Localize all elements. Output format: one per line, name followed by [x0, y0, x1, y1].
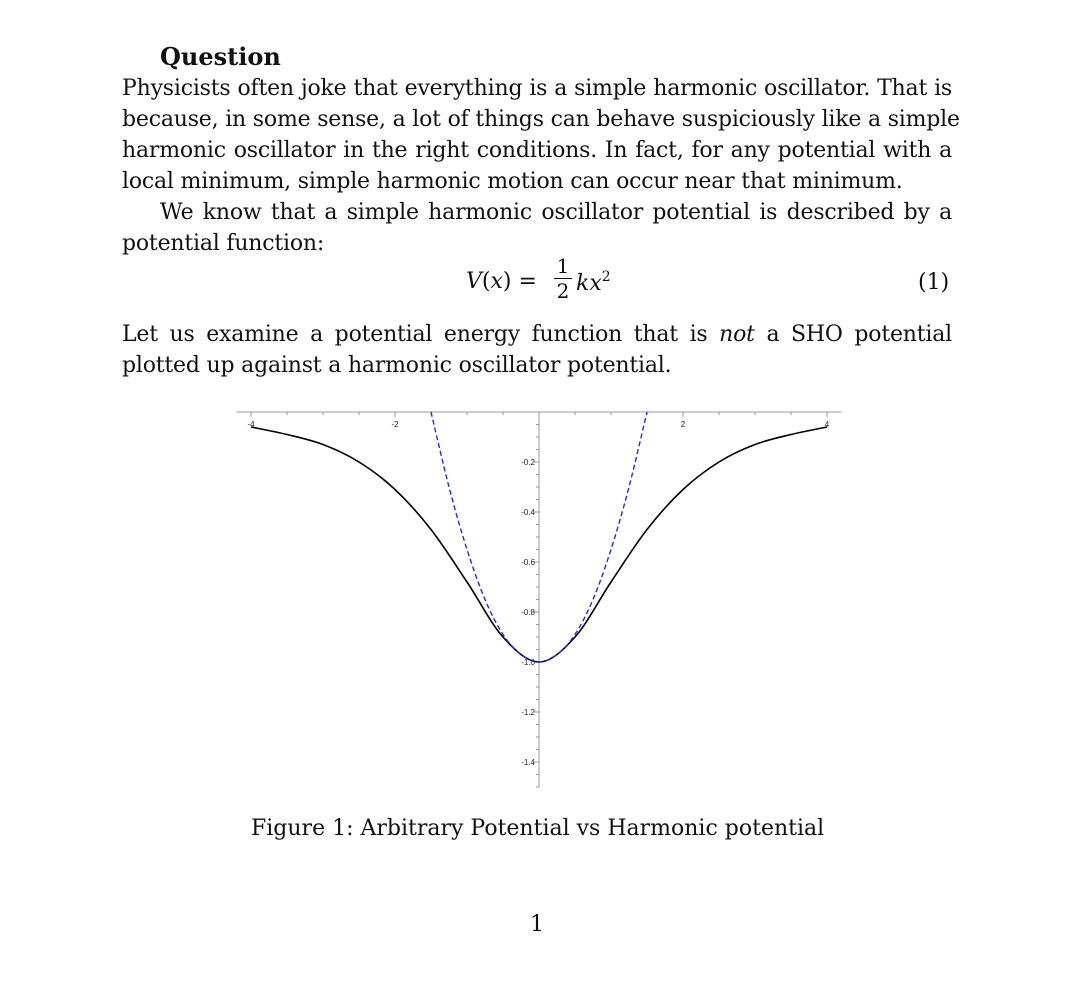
paragraph-line: Physicists often joke that everything is a simple harmonic oscillator. That is: [122, 76, 952, 101]
text-run: Let us examine a potential energy function that is: [122, 322, 708, 347]
paragraph-line: [122, 319, 952, 350]
y-tick-label: -0.2: [521, 458, 535, 467]
paragraph-line: We know that a simple harmonic oscillator potential is described by a: [160, 200, 952, 225]
x-tick-label: -2: [391, 420, 399, 429]
y-tick-label: -0.6: [521, 558, 535, 567]
x-tick-label: 4: [824, 420, 830, 429]
equation-number: (1): [918, 270, 950, 295]
equation-fraction: [554, 255, 572, 302]
paragraph-line: potential function:: [122, 231, 325, 256]
question-heading: Question: [160, 42, 281, 71]
equation-lhs: V(x) =: [466, 269, 537, 294]
sho-paragraph: [122, 197, 952, 259]
equation-exponent: 2: [601, 269, 611, 285]
comparison-paragraph: [122, 319, 952, 381]
paragraph-line: because, in some sense, a lot of things can behave suspiciously like a simple: [122, 107, 960, 132]
text-run: a SHO potential: [766, 322, 952, 347]
y-tick-label: -0.8: [521, 608, 535, 617]
equation-denominator: 2: [556, 279, 570, 303]
x-tick-label: -4: [247, 420, 255, 429]
x-tick-label: 2: [680, 420, 686, 429]
figure-caption: Figure 1: Arbitrary Potential vs Harmonic potential: [251, 816, 825, 841]
y-tick-label: -1.4: [521, 758, 535, 767]
paragraph-line: local minimum, simple harmonic motion can occur near that minimum.: [122, 169, 903, 194]
y-tick-label: -0.4: [521, 508, 535, 517]
equation-rhs: [576, 269, 611, 296]
paragraph-line: harmonic oscillator in the right conditions. In fact, for any potential with a: [122, 138, 952, 163]
y-tick-label: -1.0: [521, 658, 535, 667]
equation-numerator: 1: [556, 254, 570, 278]
intro-paragraph: [122, 73, 960, 197]
y-tick-label: -1.2: [521, 708, 535, 717]
paragraph-line: plotted up against a harmonic oscillator potential.: [122, 353, 672, 378]
equation-term: kx: [576, 271, 602, 296]
page-number: 1: [530, 912, 544, 937]
potential-comparison-chart: [230, 400, 850, 800]
emphasis-text: not: [719, 322, 755, 347]
